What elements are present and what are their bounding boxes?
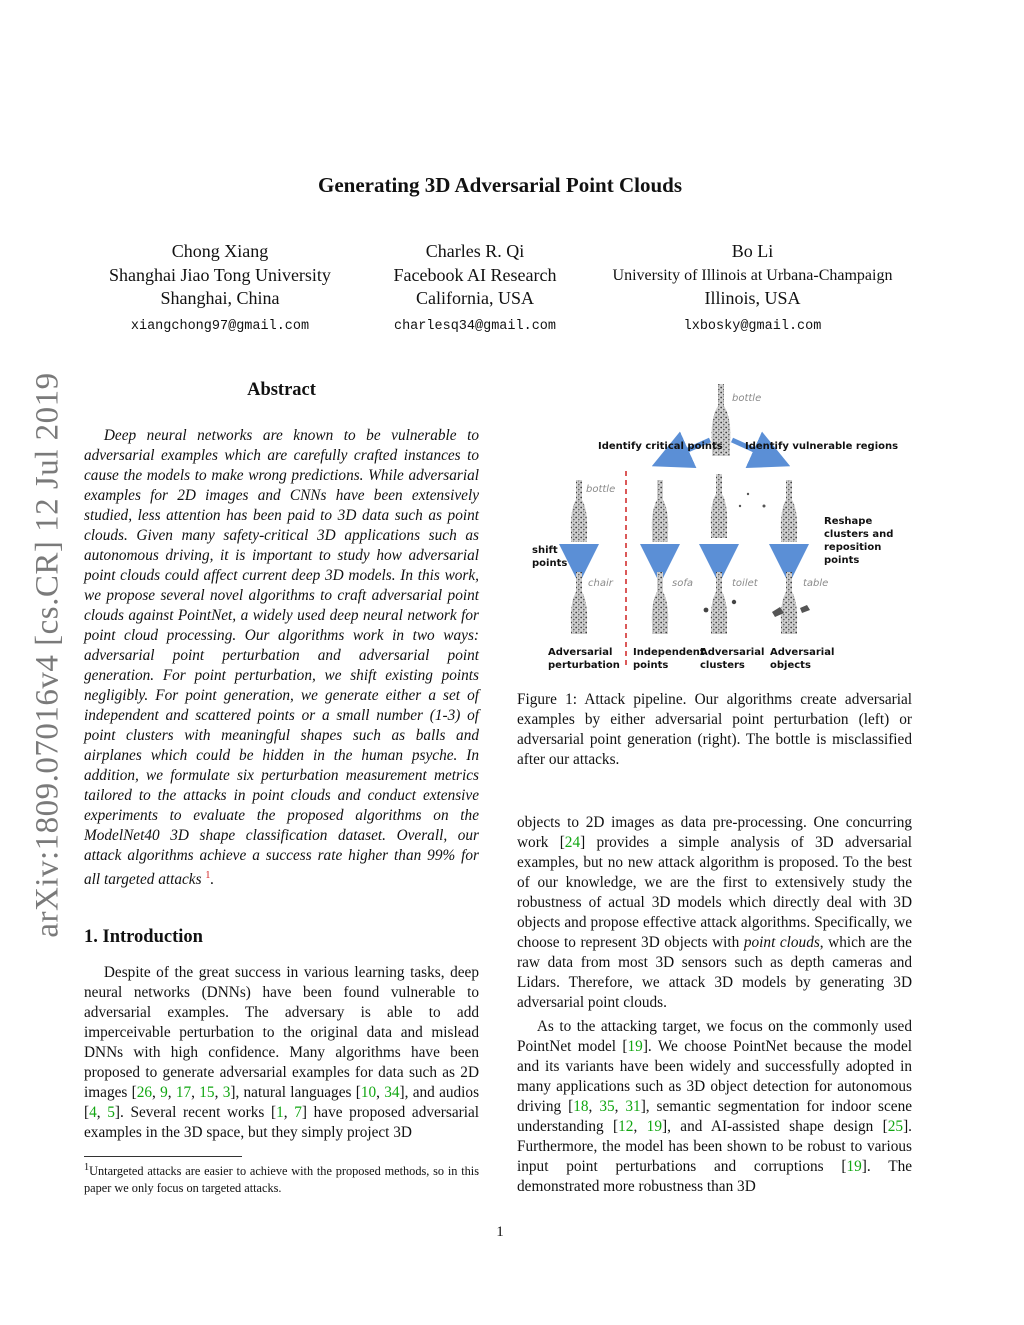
abstract-heading: Abstract [247,380,316,400]
footnote-reference[interactable]: 1 [205,870,211,881]
figure-attack-pipeline [520,376,920,676]
footnote [84,1160,479,1196]
author-location: California, USA [416,288,534,308]
bottle-icon [781,480,797,542]
paper-title: Generating 3D Adversarial Point Clouds [317,173,682,197]
footnote-rule [84,1156,242,1157]
citation[interactable]: 19 [846,1158,862,1175]
citation[interactable]: 25 [887,1118,904,1135]
bottle-icon [571,572,587,634]
author-location: Illinois, USA [704,288,801,308]
figure-label: points [633,660,669,671]
bottle-icon [652,480,668,542]
author-email[interactable]: xiangchong97@gmail.com [130,318,310,334]
footnote-mark: 1 [84,1162,90,1173]
abstract-text: Deep neural networks are known to be vulnerable to adversarial examples which are carefully crafted instances to cause the models to make wrong predictions. While adversarial examples for 2D images and CNNs have been extensively studied, less attention has been paid to 3D data such as point clouds. Given many safety-critical 3D applications such as autonomous driving, it is important to study how adversarial point clouds could affect current deep 3D models. In this work, we propose several novel algorithms to craft adversarial point clouds against PointNet, a widely used deep neural network for point cloud processing. Our algorithms work in two ways: adversarial point perturbation and adversarial point generation. For point perturbation, we shift existing points negligibly. For point generation, we generate either a set of independent and scattered points or a small number (1-3) of point clusters with meaningful shapes such as balls and airplanes which could be hidden in the human psyche. In addition, we formulate six perturbation measurement metrics tailored to the attacks in point clouds and conduct extensive experiments to evaluate the proposed algorithms on the ModelNet40 3D shape classification dataset. Overall, our attack algorithms achieve a success rate higher than 99% for all targeted attacks [84,427,479,889]
citation[interactable]: 4 [89,1104,97,1121]
figure-label: table [803,578,829,589]
citation[interactable]: 1 [276,1104,284,1121]
citation[interactable]: 26 [136,1084,152,1101]
figure-label: clusters and [824,529,894,540]
figure-caption: Figure 1: Attack pipeline. Our algorithms create adversarial examples by either adversarial point perturbation (left) or adversarial point generation (right). The bottle is misclassified after our attacks. [517,691,912,768]
citation[interactable]: 17 [175,1084,192,1101]
citation[interactable]: 3 [222,1084,231,1101]
author-block-1 [100,240,340,338]
author-affiliation: Shanghai Jiao Tong University [109,264,331,285]
author-block-2 [370,240,580,338]
figure-label: shift [532,545,558,556]
figure-label: Adversarial [548,647,613,658]
page-number: 1 [496,1224,504,1240]
figure-label: reposition [824,542,882,553]
author-email[interactable]: lxbosky@gmail.com [683,318,822,334]
figure-label: Adversarial [770,647,835,658]
figure-label: points [532,558,568,569]
author-affiliation: University of Illinois at Urbana-Champaign [612,266,893,284]
citation[interactable]: 18 [573,1098,589,1115]
citation[interactable]: 19 [646,1118,662,1135]
citation[interactable]: 31 [625,1098,641,1115]
citation[interactable]: 12 [618,1118,634,1135]
author-name: Bo Li [731,241,774,261]
figure-label: chair [588,578,613,589]
footnote-text: Untargeted attacks are easier to achieve with the proposed methods, so in this paper we only focus on targeted attacks. [84,1164,479,1195]
citation[interactable]: 34 [384,1084,400,1101]
figure-label: Adversarial [700,647,765,658]
figure-label: bottle [732,393,762,404]
author-block-3 [600,240,905,338]
figure-label: toilet [732,578,758,589]
citation[interactable]: 15 [199,1084,215,1101]
figure-label: Independent [633,647,705,658]
figure-label: Identify critical points [598,441,723,452]
abstract-body [84,426,479,890]
section-heading-introduction: 1. Introduction [84,927,203,947]
emphasis: point clouds [743,934,820,951]
intro-paragraph: Despite of the great success in various learning tasks, deep neural networks (DNNs) have been found vulnerable to adversarial examples. The adversary is able to add imperceivable perturbation to the original data and mislead DNNs with high confidence. Many algorithms have been proposed to generate adversarial examples for data such as 2D images [26, 9, 17, 15, 3], natural languages [10, 34], and audios [4, 5]. Several recent works [1, 7] have proposed adversarial examples in the 3D space, but they simply project 3D [84,964,480,1141]
body-paragraph: As to the attacking target, we focus on the commonly used PointNet model [19]. We choose PointNet because the model and its variants have been widely and successfully adopted in many applications such as 3D object detection for autonomous driving [18, 35, 31], semantic segmentation for indoor scene understanding [12, 19], and AI-assisted shape design [25]. Furthermore, the model has been shown to be robust to various input point perturbations and corruptions [19]. The demonstrated more robustness than 3D [517,1018,913,1195]
bottle-icon [711,572,727,634]
figure-label: objects [770,660,811,671]
figure-label: clusters [700,660,745,671]
author-location: Shanghai, China [160,288,280,308]
author-name: Charles R. Qi [425,241,525,261]
bottle-icon [711,474,727,538]
citation[interactable]: 35 [599,1098,615,1115]
citation[interactable]: 24 [564,834,581,851]
figure-label: Reshape [824,516,873,527]
author-email[interactable]: charlesq34@gmail.com [393,318,557,334]
citation[interactable]: 19 [627,1038,643,1055]
figure-label: bottle [586,484,616,495]
right-column-body [517,813,912,1197]
bottle-icon [781,572,797,634]
figure-label: Identify vulnerable regions [745,441,899,452]
body-paragraph: objects to 2D images as data pre-processing. One concurring work [24] provides a simple analysis of 3D adversarial examples, but no new attack algorithm is proposed. To the best of our knowledge, we are the first to extensively study the robustness of actual 3D models which directly deal with 3D objects and propose effective attack algorithms. Specifically, we choose to represent 3D objects with point clouds, which are the raw data from most 3D sensors such as depth cameras and Lidars. Therefore, we attack 3D models by generating 3D adversarial point clouds. [517,814,913,1011]
author-name: Chong Xiang [171,241,269,261]
bottle-icon [652,572,668,634]
citation[interactable]: 9 [160,1084,168,1101]
citation[interactable]: 5 [107,1104,115,1121]
abstract-end: . [210,871,215,889]
figure-label: perturbation [548,660,620,671]
bottle-icon [571,480,587,542]
figure-label: points [824,555,860,566]
citation[interactable]: 7 [294,1104,302,1121]
intro-text: Despite of the great success in various learning tasks, deep neural networks (DNNs) have been found vulnerable to adversarial examples. The adversary is able to add imperceivable perturbation to the original data and mislead DNNs with high confidence. Many algorithms have been proposed to generate adversarial examples for data such as 2D images [ [84,964,479,1101]
arxiv-stamp: arXiv:1809.07016v4 [cs.CR] 12 Jul 2019 [29,372,66,938]
author-affiliation: Facebook AI Research [393,264,557,285]
citation[interactable]: 10 [360,1084,377,1101]
figure-label: sofa [672,578,693,589]
